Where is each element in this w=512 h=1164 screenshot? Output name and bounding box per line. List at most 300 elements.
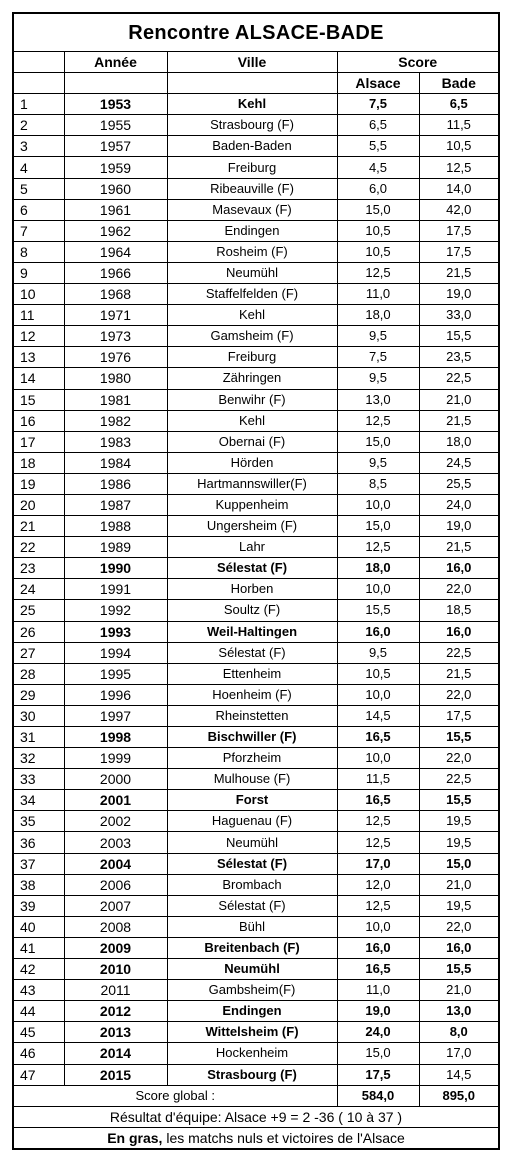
row-score-alsace: 10,5 <box>337 220 419 241</box>
row-score-alsace: 15,0 <box>337 199 419 220</box>
row-number: 25 <box>13 600 64 621</box>
table-row <box>13 199 499 220</box>
table-row <box>13 452 499 473</box>
row-number: 14 <box>13 368 64 389</box>
row-city: Neumühl <box>167 262 337 283</box>
row-score-bade: 21,5 <box>419 262 499 283</box>
row-score-bade: 33,0 <box>419 305 499 326</box>
row-city: Zähringen <box>167 368 337 389</box>
row-year: 1962 <box>64 220 167 241</box>
row-number: 5 <box>13 178 64 199</box>
table-row <box>13 663 499 684</box>
row-score-bade: 23,5 <box>419 347 499 368</box>
row-year: 1964 <box>64 241 167 262</box>
row-score-bade: 10,5 <box>419 136 499 157</box>
table-row <box>13 157 499 178</box>
row-score-bade: 15,5 <box>419 790 499 811</box>
row-score-bade: 22,0 <box>419 684 499 705</box>
row-score-alsace: 11,0 <box>337 980 419 1001</box>
row-year: 2013 <box>64 1022 167 1043</box>
row-year: 1984 <box>64 452 167 473</box>
table-row <box>13 916 499 937</box>
row-year: 1982 <box>64 410 167 431</box>
row-number: 12 <box>13 326 64 347</box>
row-score-alsace: 16,5 <box>337 959 419 980</box>
row-year: 1976 <box>64 347 167 368</box>
header-alsace: Alsace <box>337 73 419 94</box>
row-city: Pforzheim <box>167 748 337 769</box>
subheader-empty <box>167 73 337 94</box>
subheader-empty <box>64 73 167 94</box>
row-score-alsace: 12,5 <box>337 895 419 916</box>
row-number: 39 <box>13 895 64 916</box>
row-number: 34 <box>13 790 64 811</box>
row-score-alsace: 12,5 <box>337 262 419 283</box>
row-city: Forst <box>167 790 337 811</box>
row-year: 2006 <box>64 874 167 895</box>
row-city: Brombach <box>167 874 337 895</box>
row-score-bade: 25,5 <box>419 473 499 494</box>
row-number: 33 <box>13 769 64 790</box>
row-score-alsace: 9,5 <box>337 452 419 473</box>
row-score-alsace: 10,0 <box>337 748 419 769</box>
row-year: 2000 <box>64 769 167 790</box>
row-year: 1953 <box>64 94 167 115</box>
row-city: Neumühl <box>167 832 337 853</box>
row-score-bade: 19,0 <box>419 516 499 537</box>
table-row <box>13 853 499 874</box>
row-score-alsace: 10,5 <box>337 241 419 262</box>
row-city: Freiburg <box>167 157 337 178</box>
row-score-bade: 16,0 <box>419 621 499 642</box>
row-year: 1989 <box>64 537 167 558</box>
table-row <box>13 832 499 853</box>
row-score-alsace: 7,5 <box>337 94 419 115</box>
row-city: Masevaux (F) <box>167 199 337 220</box>
row-year: 2012 <box>64 1001 167 1022</box>
row-score-alsace: 10,0 <box>337 494 419 515</box>
row-score-alsace: 15,5 <box>337 600 419 621</box>
row-number: 36 <box>13 832 64 853</box>
row-year: 1971 <box>64 305 167 326</box>
table-row <box>13 937 499 958</box>
row-year: 1957 <box>64 136 167 157</box>
row-score-bade: 21,5 <box>419 537 499 558</box>
row-score-bade: 15,0 <box>419 853 499 874</box>
table-row <box>13 642 499 663</box>
row-number: 28 <box>13 663 64 684</box>
row-score-bade: 21,0 <box>419 874 499 895</box>
row-city: Horben <box>167 579 337 600</box>
row-score-alsace: 12,0 <box>337 874 419 895</box>
row-number: 20 <box>13 494 64 515</box>
row-number: 17 <box>13 431 64 452</box>
table-row <box>13 558 499 579</box>
table-row <box>13 727 499 748</box>
row-city: Kehl <box>167 94 337 115</box>
row-score-alsace: 16,5 <box>337 790 419 811</box>
row-number: 9 <box>13 262 64 283</box>
row-score-bade: 22,0 <box>419 748 499 769</box>
row-year: 1961 <box>64 199 167 220</box>
table-row <box>13 494 499 515</box>
table-row <box>13 284 499 305</box>
row-year: 2001 <box>64 790 167 811</box>
row-number: 15 <box>13 389 64 410</box>
row-score-alsace: 15,0 <box>337 431 419 452</box>
row-score-alsace: 15,0 <box>337 516 419 537</box>
row-year: 1997 <box>64 705 167 726</box>
row-score-bade: 17,5 <box>419 220 499 241</box>
row-city: Endingen <box>167 220 337 241</box>
row-city: Bischwiller (F) <box>167 727 337 748</box>
row-score-alsace: 9,5 <box>337 642 419 663</box>
legend-note <box>13 1127 499 1149</box>
row-score-alsace: 5,5 <box>337 136 419 157</box>
row-city: Ribeauville (F) <box>167 178 337 199</box>
row-score-alsace: 10,5 <box>337 663 419 684</box>
row-score-alsace: 15,0 <box>337 1043 419 1064</box>
table-row <box>13 959 499 980</box>
row-score-bade: 15,5 <box>419 326 499 347</box>
row-city: Gamsheim (F) <box>167 326 337 347</box>
row-year: 1960 <box>64 178 167 199</box>
subheader-empty <box>13 73 64 94</box>
row-year: 1983 <box>64 431 167 452</box>
row-score-alsace: 7,5 <box>337 347 419 368</box>
row-score-bade: 22,0 <box>419 579 499 600</box>
row-city: Ettenheim <box>167 663 337 684</box>
row-number: 24 <box>13 579 64 600</box>
row-year: 2007 <box>64 895 167 916</box>
row-score-bade: 14,0 <box>419 178 499 199</box>
row-score-bade: 15,5 <box>419 959 499 980</box>
row-score-alsace: 12,5 <box>337 832 419 853</box>
row-score-bade: 21,5 <box>419 410 499 431</box>
row-city: Kehl <box>167 305 337 326</box>
header-city: Ville <box>167 52 337 73</box>
table-row <box>13 115 499 136</box>
row-score-alsace: 8,5 <box>337 473 419 494</box>
row-year: 1991 <box>64 579 167 600</box>
table-row <box>13 1064 499 1085</box>
row-year: 2002 <box>64 811 167 832</box>
table-row <box>13 431 499 452</box>
row-score-bade: 13,0 <box>419 1001 499 1022</box>
row-year: 1995 <box>64 663 167 684</box>
table-row <box>13 389 499 410</box>
row-city: Hartmannswiller(F) <box>167 473 337 494</box>
row-score-alsace: 12,5 <box>337 811 419 832</box>
table-row <box>13 368 499 389</box>
header-number <box>13 52 64 73</box>
row-number: 31 <box>13 727 64 748</box>
row-score-alsace: 10,0 <box>337 579 419 600</box>
row-score-bade: 21,5 <box>419 663 499 684</box>
row-year: 2003 <box>64 832 167 853</box>
row-number: 16 <box>13 410 64 431</box>
row-score-alsace: 24,0 <box>337 1022 419 1043</box>
row-score-alsace: 10,0 <box>337 684 419 705</box>
table-row <box>13 895 499 916</box>
row-score-alsace: 14,5 <box>337 705 419 726</box>
row-year: 1973 <box>64 326 167 347</box>
row-score-bade: 16,0 <box>419 937 499 958</box>
table-row <box>13 579 499 600</box>
row-score-alsace: 18,0 <box>337 305 419 326</box>
table-row <box>13 684 499 705</box>
table-row <box>13 1022 499 1043</box>
row-number: 4 <box>13 157 64 178</box>
row-year: 2004 <box>64 853 167 874</box>
row-number: 18 <box>13 452 64 473</box>
row-number: 41 <box>13 937 64 958</box>
row-number: 30 <box>13 705 64 726</box>
table-row <box>13 621 499 642</box>
global-score-alsace: 584,0 <box>337 1085 419 1106</box>
row-score-bade: 24,5 <box>419 452 499 473</box>
table-row <box>13 178 499 199</box>
row-city: Rheinstetten <box>167 705 337 726</box>
table-row <box>13 705 499 726</box>
row-number: 19 <box>13 473 64 494</box>
row-year: 1955 <box>64 115 167 136</box>
row-year: 2015 <box>64 1064 167 1085</box>
row-city: Bühl <box>167 916 337 937</box>
row-score-alsace: 4,5 <box>337 157 419 178</box>
row-score-alsace: 11,0 <box>337 284 419 305</box>
row-year: 1994 <box>64 642 167 663</box>
header-bade: Bade <box>419 73 499 94</box>
row-number: 23 <box>13 558 64 579</box>
results-sheet <box>12 12 498 1150</box>
header-year: Année <box>64 52 167 73</box>
row-city: Sélestat (F) <box>167 558 337 579</box>
table-row <box>13 241 499 262</box>
row-score-alsace: 19,0 <box>337 1001 419 1022</box>
global-score-label: Score global : <box>13 1085 337 1106</box>
row-year: 1981 <box>64 389 167 410</box>
row-city: Soultz (F) <box>167 600 337 621</box>
row-year: 1990 <box>64 558 167 579</box>
table-row <box>13 748 499 769</box>
row-score-bade: 14,5 <box>419 1064 499 1085</box>
row-city: Rosheim (F) <box>167 241 337 262</box>
row-number: 42 <box>13 959 64 980</box>
row-year: 1986 <box>64 473 167 494</box>
row-number: 2 <box>13 115 64 136</box>
row-number: 43 <box>13 980 64 1001</box>
table-row <box>13 410 499 431</box>
row-number: 40 <box>13 916 64 937</box>
table-row <box>13 1043 499 1064</box>
team-result: Résultat d'équipe: Alsace +9 = 2 -36 ( 10 à 37 ) <box>13 1106 499 1127</box>
row-score-bade: 18,5 <box>419 600 499 621</box>
table-row <box>13 600 499 621</box>
row-number: 6 <box>13 199 64 220</box>
table-row <box>13 473 499 494</box>
row-number: 47 <box>13 1064 64 1085</box>
row-city: Staffelfelden (F) <box>167 284 337 305</box>
row-city: Neumühl <box>167 959 337 980</box>
row-score-bade: 16,0 <box>419 558 499 579</box>
row-number: 46 <box>13 1043 64 1064</box>
row-city: Hoenheim (F) <box>167 684 337 705</box>
row-year: 2011 <box>64 980 167 1001</box>
row-number: 44 <box>13 1001 64 1022</box>
row-score-bade: 42,0 <box>419 199 499 220</box>
row-year: 1966 <box>64 262 167 283</box>
row-score-alsace: 16,0 <box>337 937 419 958</box>
row-year: 2009 <box>64 937 167 958</box>
row-year: 1999 <box>64 748 167 769</box>
row-score-alsace: 17,0 <box>337 853 419 874</box>
row-city: Kuppenheim <box>167 494 337 515</box>
row-score-bade: 17,5 <box>419 705 499 726</box>
legend-bold: En gras, <box>107 1129 163 1146</box>
row-city: Sélestat (F) <box>167 853 337 874</box>
row-city: Sélestat (F) <box>167 895 337 916</box>
row-score-alsace: 11,5 <box>337 769 419 790</box>
row-year: 2008 <box>64 916 167 937</box>
row-year: 1993 <box>64 621 167 642</box>
row-year: 1987 <box>64 494 167 515</box>
row-city: Wittelsheim (F) <box>167 1022 337 1043</box>
row-score-bade: 6,5 <box>419 94 499 115</box>
row-number: 37 <box>13 853 64 874</box>
row-year: 1998 <box>64 727 167 748</box>
row-number: 22 <box>13 537 64 558</box>
table-row <box>13 326 499 347</box>
row-city: Benwihr (F) <box>167 389 337 410</box>
table-row <box>13 94 499 115</box>
row-score-bade: 22,5 <box>419 769 499 790</box>
row-city: Haguenau (F) <box>167 811 337 832</box>
row-score-alsace: 18,0 <box>337 558 419 579</box>
table-row <box>13 1001 499 1022</box>
row-city: Kehl <box>167 410 337 431</box>
page-title: Rencontre ALSACE-BADE <box>13 13 499 52</box>
row-year: 1968 <box>64 284 167 305</box>
row-score-alsace: 12,5 <box>337 537 419 558</box>
row-score-alsace: 6,0 <box>337 178 419 199</box>
row-number: 11 <box>13 305 64 326</box>
row-number: 10 <box>13 284 64 305</box>
row-number: 3 <box>13 136 64 157</box>
row-score-bade: 19,5 <box>419 832 499 853</box>
row-score-alsace: 9,5 <box>337 368 419 389</box>
row-number: 29 <box>13 684 64 705</box>
row-year: 2010 <box>64 959 167 980</box>
row-score-bade: 17,0 <box>419 1043 499 1064</box>
row-number: 32 <box>13 748 64 769</box>
row-score-bade: 17,5 <box>419 241 499 262</box>
row-city: Lahr <box>167 537 337 558</box>
table-row <box>13 305 499 326</box>
row-number: 26 <box>13 621 64 642</box>
row-city: Strasbourg (F) <box>167 1064 337 1085</box>
row-score-bade: 11,5 <box>419 115 499 136</box>
table-row <box>13 537 499 558</box>
row-number: 7 <box>13 220 64 241</box>
header-score: Score <box>337 52 499 73</box>
row-number: 45 <box>13 1022 64 1043</box>
row-city: Baden-Baden <box>167 136 337 157</box>
row-city: Hockenheim <box>167 1043 337 1064</box>
row-number: 8 <box>13 241 64 262</box>
row-score-alsace: 16,5 <box>337 727 419 748</box>
results-table <box>12 12 500 1150</box>
row-number: 35 <box>13 811 64 832</box>
row-city: Mulhouse (F) <box>167 769 337 790</box>
row-city: Strasbourg (F) <box>167 115 337 136</box>
row-year: 1988 <box>64 516 167 537</box>
row-score-alsace: 9,5 <box>337 326 419 347</box>
table-row <box>13 980 499 1001</box>
row-score-bade: 19,5 <box>419 811 499 832</box>
row-number: 1 <box>13 94 64 115</box>
row-score-bade: 19,5 <box>419 895 499 916</box>
row-year: 1996 <box>64 684 167 705</box>
row-number: 21 <box>13 516 64 537</box>
row-score-bade: 19,0 <box>419 284 499 305</box>
row-score-alsace: 12,5 <box>337 410 419 431</box>
row-year: 1980 <box>64 368 167 389</box>
row-score-bade: 22,5 <box>419 368 499 389</box>
row-score-bade: 12,5 <box>419 157 499 178</box>
row-year: 2014 <box>64 1043 167 1064</box>
row-number: 27 <box>13 642 64 663</box>
row-score-alsace: 16,0 <box>337 621 419 642</box>
row-score-bade: 22,0 <box>419 916 499 937</box>
row-score-alsace: 10,0 <box>337 916 419 937</box>
row-city: Breitenbach (F) <box>167 937 337 958</box>
row-score-bade: 24,0 <box>419 494 499 515</box>
table-row <box>13 262 499 283</box>
row-city: Gambsheim(F) <box>167 980 337 1001</box>
row-city: Hörden <box>167 452 337 473</box>
row-city: Ungersheim (F) <box>167 516 337 537</box>
row-score-bade: 18,0 <box>419 431 499 452</box>
row-score-bade: 15,5 <box>419 727 499 748</box>
table-row <box>13 874 499 895</box>
legend-text: les matchs nuls et victoires de l'Alsace <box>162 1129 405 1146</box>
row-city: Weil-Haltingen <box>167 621 337 642</box>
row-year: 1959 <box>64 157 167 178</box>
row-city: Endingen <box>167 1001 337 1022</box>
row-number: 38 <box>13 874 64 895</box>
row-score-alsace: 13,0 <box>337 389 419 410</box>
global-score-bade: 895,0 <box>419 1085 499 1106</box>
table-row <box>13 516 499 537</box>
row-number: 13 <box>13 347 64 368</box>
row-score-bade: 21,0 <box>419 980 499 1001</box>
row-score-alsace: 6,5 <box>337 115 419 136</box>
row-city: Freiburg <box>167 347 337 368</box>
row-year: 1992 <box>64 600 167 621</box>
row-score-bade: 21,0 <box>419 389 499 410</box>
table-row <box>13 347 499 368</box>
row-city: Obernai (F) <box>167 431 337 452</box>
table-row <box>13 220 499 241</box>
table-row <box>13 769 499 790</box>
row-score-bade: 22,5 <box>419 642 499 663</box>
table-row <box>13 136 499 157</box>
row-city: Sélestat (F) <box>167 642 337 663</box>
table-row <box>13 811 499 832</box>
row-score-bade: 8,0 <box>419 1022 499 1043</box>
row-score-alsace: 17,5 <box>337 1064 419 1085</box>
